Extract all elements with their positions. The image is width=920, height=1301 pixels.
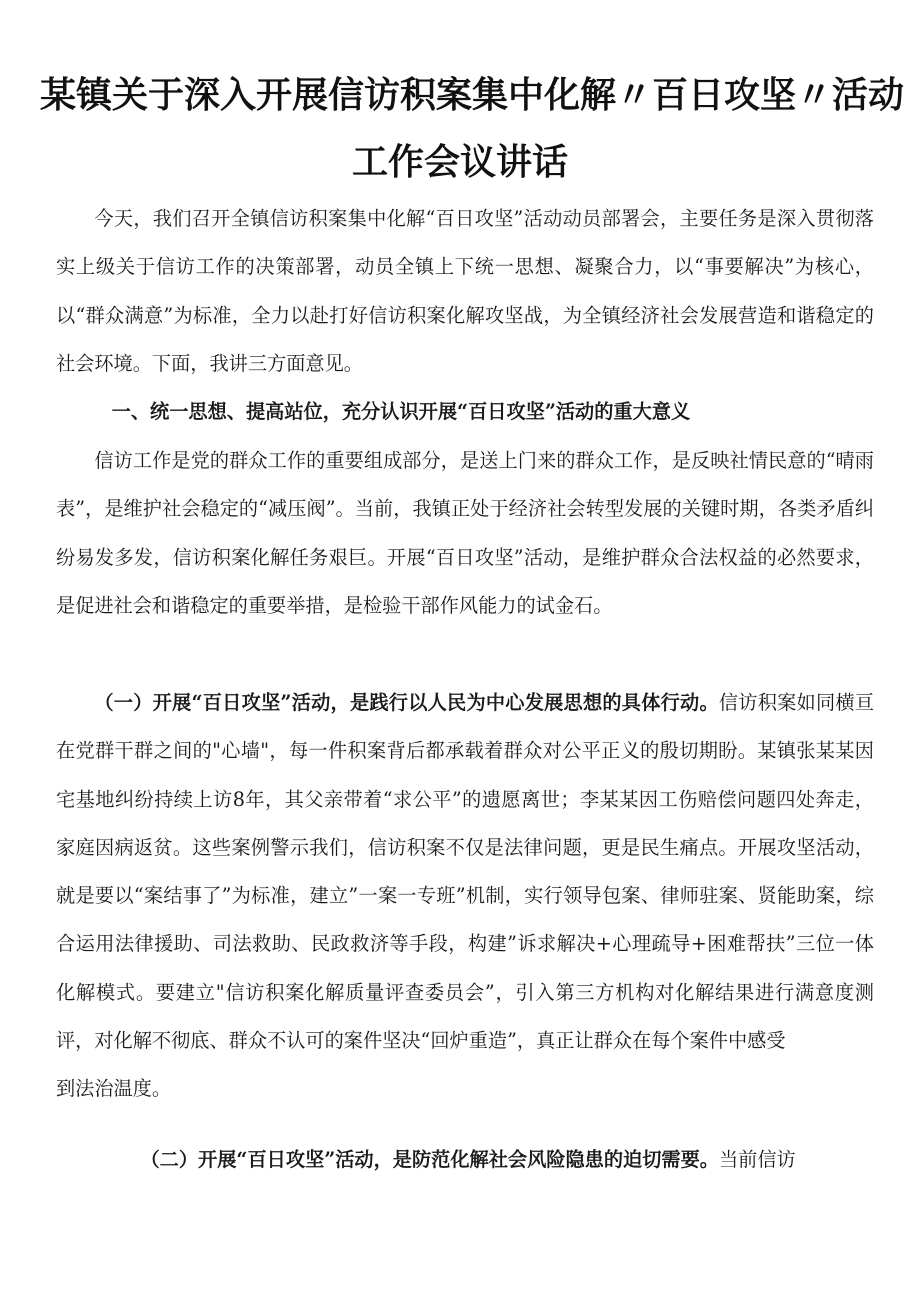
point1-paragraph — [56, 679, 874, 1065]
section1-heading: 一、统一思想、提高站位，充分认识开展“百日攻坚”活动的重大意义 — [111, 400, 691, 423]
point1-tail: 到法治温度。 — [56, 1077, 172, 1100]
point1-body: 信访积案如同横亘在党群干群之间的"心墙"，每一件积案背后都承载着群众对公平正义的殷切期盼。某镇张某某因宅基地纠纷持续上访8年，其父亲带着“求公平”的遗愿离世；李某某因工伤赔偿问题四处奔走，家庭因病返贫。这些案例警示我们，信访积案不仅是法律问题，更是民生痛点。开展攻坚活动，就是要以“案结事了”为标准，建立”一案一专班”机制，实行领导包案、律师驻案、贤能助案，综合运用法律援助、司法救助、民政救济等手段，构建”诉求解决+心理疏导+困难帮扶”三位一体化解模式。要建立"信访积案化解质量评查委员会”，引入第三方机构对化解结果进行满意度测评，对化解不彻底、群众不认可的案件坚决“回炉重造”，真正让群众在每个案件中感受 — [56, 691, 875, 1053]
point2-paragraph — [56, 1136, 874, 1184]
document-title-line2: 工作会议讲话 — [351, 142, 568, 183]
point2-body: 当前信访 — [718, 1148, 796, 1171]
point2-lead: （二）开展“百日攻坚”活动，是防范化解社会风险隐患的迫切需要。 — [140, 1148, 719, 1171]
document-title-line1: 某镇关于深入开展信访积案集中化解〃百日攻坚〃活动 — [40, 75, 905, 116]
section1-paragraph: 信访工作是党的群众工作的重要组成部分，是送上门来的群众工作，是反映社情民意的“晴雨表”，是维护社会稳定的“减压阀”。当前，我镇正处于经济社会转型发展的关键时期，各类矛盾纠纷易发多发，信访积案化解任务艰巨。开展“百日攻坚”活动，是维护群众合法权益的必然要求，是促进社会和谐稳定的重要举措，是检验干部作风能力的试金石。 — [56, 449, 874, 617]
intro-paragraph: 今天，我们召开全镇信访积案集中化解“百日攻坚”活动动员部署会，主要任务是深入贯彻落实上级关于信访工作的决策部署，动员全镇上下统一思想、凝聚合力，以“事要解决”为核心，以“群众满意”为标准，全力以赴打好信访积案化解攻坚战，为全镇经济社会发展营造和谐稳定的社会环境。下面，我讲三方面意见。 — [56, 207, 874, 375]
point1-lead: （一）开展“百日攻坚”活动，是践行以人民为中心发展思想的具体行动。 — [94, 691, 719, 714]
